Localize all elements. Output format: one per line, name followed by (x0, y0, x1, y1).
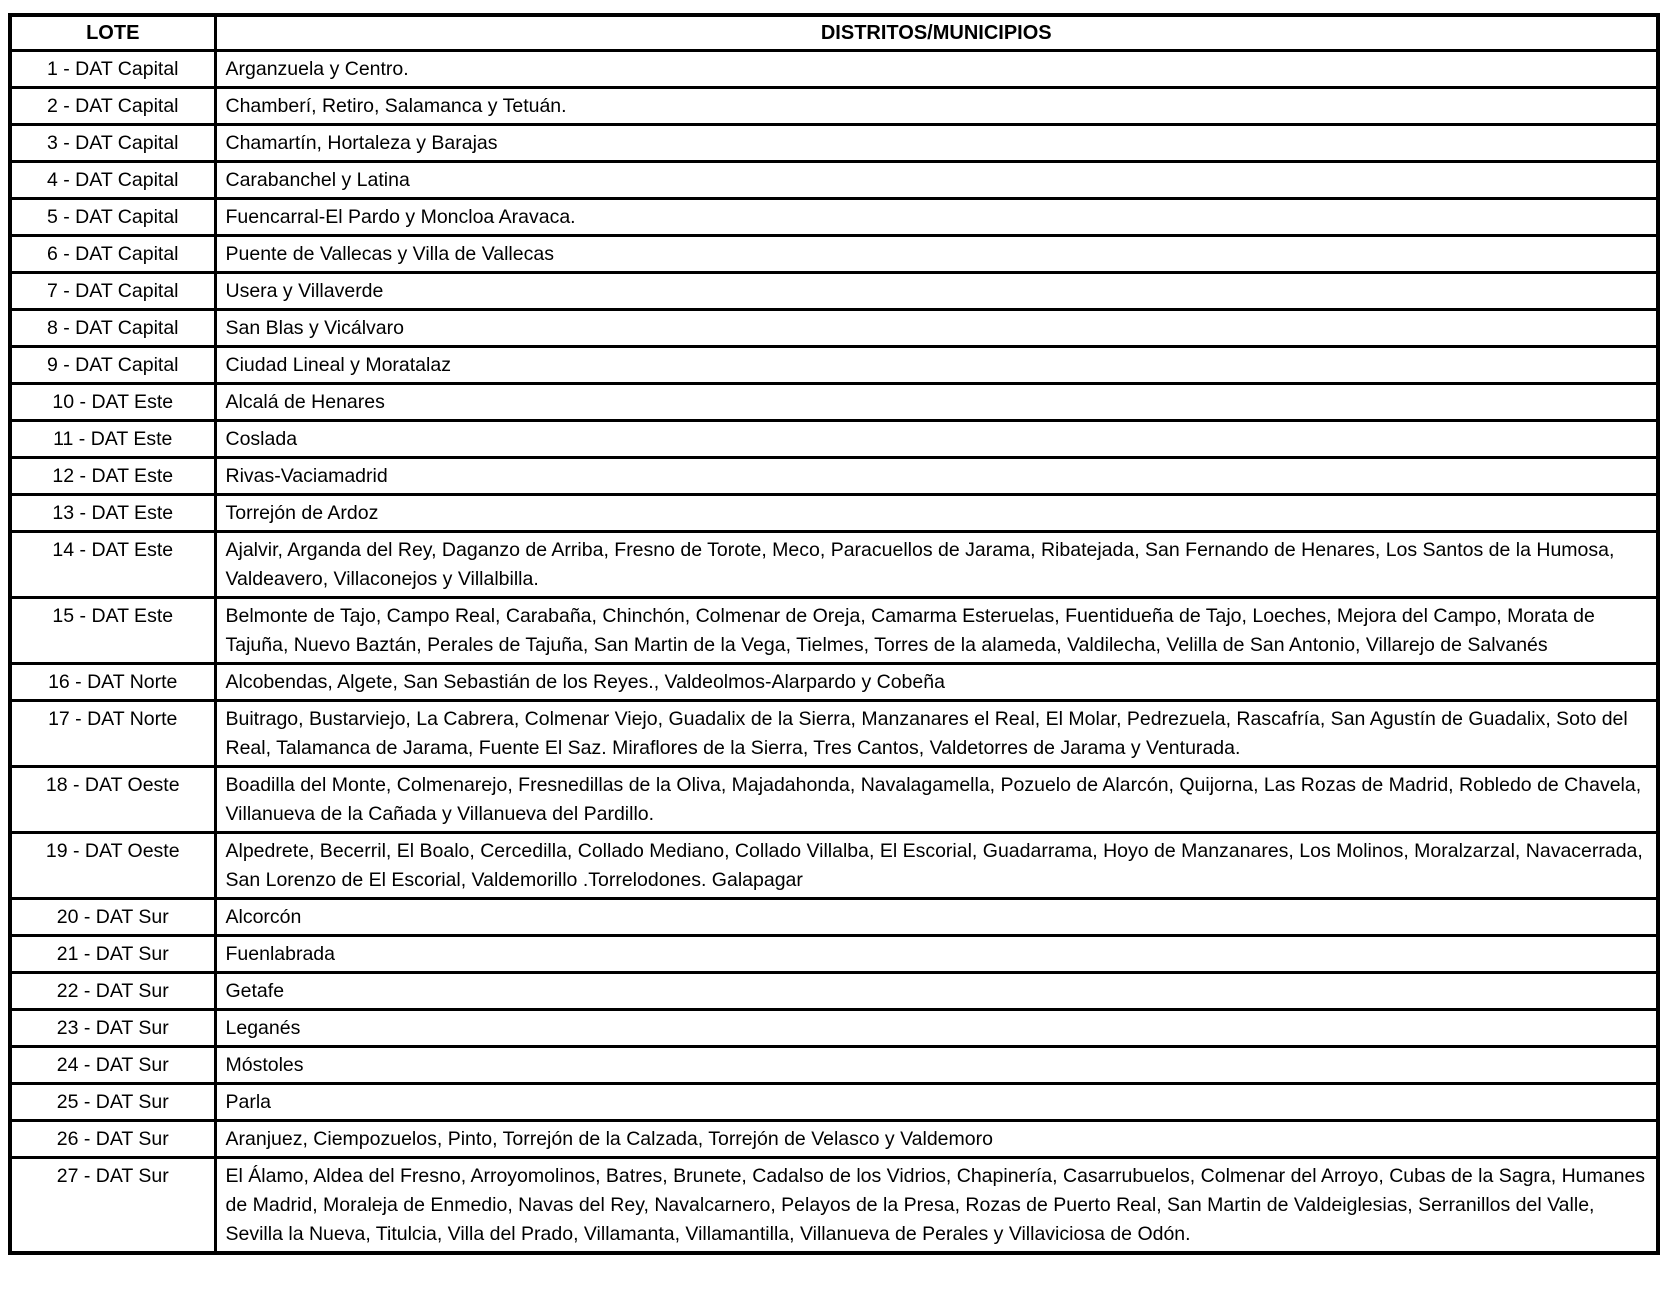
municipios-cell: Usera y Villaverde (215, 273, 1658, 310)
lote-cell: 21 - DAT Sur (10, 936, 215, 973)
table-row (10, 532, 1658, 598)
lote-cell: 7 - DAT Capital (10, 273, 215, 310)
lote-cell: 6 - DAT Capital (10, 236, 215, 273)
municipios-cell: Ajalvir, Arganda del Rey, Daganzo de Arriba, Fresno de Torote, Meco, Paracuellos de Jarama, Ribatejada, San Fernando de Henares, Los Santos de la Humosa, Valdeavero, Villaconejos y Villalbilla. (215, 532, 1658, 598)
table-row (10, 664, 1658, 701)
table-row (10, 495, 1658, 532)
lote-cell: 25 - DAT Sur (10, 1084, 215, 1121)
municipios-cell: Buitrago, Bustarviejo, La Cabrera, Colmenar Viejo, Guadalix de la Sierra, Manzanares el Real, El Molar, Pedrezuela, Rascafría, San Agustín de Guadalix, Soto del Real, Talamanca de Jarama, Fuente El Saz. Miraflores de la Sierra, Tres Cantos, Valdetorres de Jarama y Venturada. (215, 701, 1658, 767)
lote-cell: 12 - DAT Este (10, 458, 215, 495)
table-row (10, 598, 1658, 664)
header-row (10, 15, 1658, 51)
table-row (10, 1010, 1658, 1047)
table-row (10, 347, 1658, 384)
lote-cell: 9 - DAT Capital (10, 347, 215, 384)
table-row (10, 199, 1658, 236)
lote-cell: 3 - DAT Capital (10, 125, 215, 162)
table-row (10, 273, 1658, 310)
table-row (10, 1158, 1658, 1254)
lote-cell: 13 - DAT Este (10, 495, 215, 532)
municipios-cell: Chamartín, Hortaleza y Barajas (215, 125, 1658, 162)
lote-cell: 27 - DAT Sur (10, 1158, 215, 1254)
table-header (10, 15, 1658, 51)
lote-cell: 17 - DAT Norte (10, 701, 215, 767)
municipios-cell: Móstoles (215, 1047, 1658, 1084)
municipios-cell: Carabanchel y Latina (215, 162, 1658, 199)
lote-cell: 20 - DAT Sur (10, 899, 215, 936)
lots-table (8, 13, 1660, 1255)
table-row (10, 1084, 1658, 1121)
lote-cell: 4 - DAT Capital (10, 162, 215, 199)
table-row (10, 125, 1658, 162)
municipios-cell: Parla (215, 1084, 1658, 1121)
lote-cell: 8 - DAT Capital (10, 310, 215, 347)
table-row (10, 458, 1658, 495)
lote-cell: 11 - DAT Este (10, 421, 215, 458)
municipios-cell: Alpedrete, Becerril, El Boalo, Cercedilla, Collado Mediano, Collado Villalba, El Escorial, Guadarrama, Hoyo de Manzanares, Los Molinos, Moralzarzal, Navacerrada, San Lorenzo de El Escorial, Valdemorillo .Torrelodones. Galapagar (215, 833, 1658, 899)
lote-cell: 14 - DAT Este (10, 532, 215, 598)
table-body (10, 51, 1658, 1254)
municipios-cell: Alcorcón (215, 899, 1658, 936)
document-page (8, 13, 1660, 1255)
lote-cell: 16 - DAT Norte (10, 664, 215, 701)
lote-cell: 18 - DAT Oeste (10, 767, 215, 833)
municipios-cell: Alcalá de Henares (215, 384, 1658, 421)
table-row (10, 701, 1658, 767)
table-row (10, 973, 1658, 1010)
municipios-cell: Leganés (215, 1010, 1658, 1047)
lote-cell: 19 - DAT Oeste (10, 833, 215, 899)
lote-cell: 2 - DAT Capital (10, 88, 215, 125)
lote-cell: 22 - DAT Sur (10, 973, 215, 1010)
table-row (10, 833, 1658, 899)
table-row (10, 88, 1658, 125)
municipios-cell: Arganzuela y Centro. (215, 51, 1658, 88)
municipios-cell: El Álamo, Aldea del Fresno, Arroyomolinos, Batres, Brunete, Cadalso de los Vidrios, Chapinería, Casarrubuelos, Colmenar del Arroyo, Cubas de la Sagra, Humanes de Madrid, Moraleja de Enmedio, Navas del Rey, Navalcarnero, Pelayos de la Presa, Rozas de Puerto Real, San Martin de Valdeiglesias, Serranillos del Valle, Sevilla la Nueva, Titulcia, Villa del Prado, Villamanta, Villamantilla, Villanueva de Perales y Villaviciosa de Odón. (215, 1158, 1658, 1254)
table-row (10, 236, 1658, 273)
municipios-cell: Aranjuez, Ciempozuelos, Pinto, Torrejón de la Calzada, Torrejón de Velasco y Valdemoro (215, 1121, 1658, 1158)
lote-cell: 10 - DAT Este (10, 384, 215, 421)
municipios-cell: Boadilla del Monte, Colmenarejo, Fresnedillas de la Oliva, Majadahonda, Navalagamella, Pozuelo de Alarcón, Quijorna, Las Rozas de Madrid, Robledo de Chavela, Villanueva de la Cañada y Villanueva del Pardillo. (215, 767, 1658, 833)
municipios-cell: Getafe (215, 973, 1658, 1010)
municipios-cell: Coslada (215, 421, 1658, 458)
municipios-cell: San Blas y Vicálvaro (215, 310, 1658, 347)
municipios-header: DISTRITOS/MUNICIPIOS (215, 15, 1658, 51)
table-row (10, 767, 1658, 833)
lote-cell: 26 - DAT Sur (10, 1121, 215, 1158)
municipios-cell: Fuenlabrada (215, 936, 1658, 973)
lote-header: LOTE (10, 15, 215, 51)
table-row (10, 51, 1658, 88)
municipios-cell: Ciudad Lineal y Moratalaz (215, 347, 1658, 384)
table-row (10, 421, 1658, 458)
table-row (10, 1121, 1658, 1158)
table-row (10, 936, 1658, 973)
municipios-cell: Fuencarral-El Pardo y Moncloa Aravaca. (215, 199, 1658, 236)
table-row (10, 162, 1658, 199)
lote-cell: 24 - DAT Sur (10, 1047, 215, 1084)
table-row (10, 310, 1658, 347)
municipios-cell: Torrejón de Ardoz (215, 495, 1658, 532)
table-row (10, 384, 1658, 421)
municipios-cell: Rivas-Vaciamadrid (215, 458, 1658, 495)
table-row (10, 899, 1658, 936)
lote-cell: 15 - DAT Este (10, 598, 215, 664)
municipios-cell: Puente de Vallecas y Villa de Vallecas (215, 236, 1658, 273)
municipios-cell: Belmonte de Tajo, Campo Real, Carabaña, Chinchón, Colmenar de Oreja, Camarma Esteruelas, Fuentidueña de Tajo, Loeches, Mejora del Campo, Morata de Tajuña, Nuevo Baztán, Perales de Tajuña, San Martin de la Vega, Tielmes, Torres de la alameda, Valdilecha, Velilla de San Antonio, Villarejo de Salvanés (215, 598, 1658, 664)
lote-cell: 1 - DAT Capital (10, 51, 215, 88)
municipios-cell: Alcobendas, Algete, San Sebastián de los Reyes., Valdeolmos-Alarpardo y Cobeña (215, 664, 1658, 701)
municipios-cell: Chamberí, Retiro, Salamanca y Tetuán. (215, 88, 1658, 125)
lote-cell: 5 - DAT Capital (10, 199, 215, 236)
table-row (10, 1047, 1658, 1084)
lote-cell: 23 - DAT Sur (10, 1010, 215, 1047)
